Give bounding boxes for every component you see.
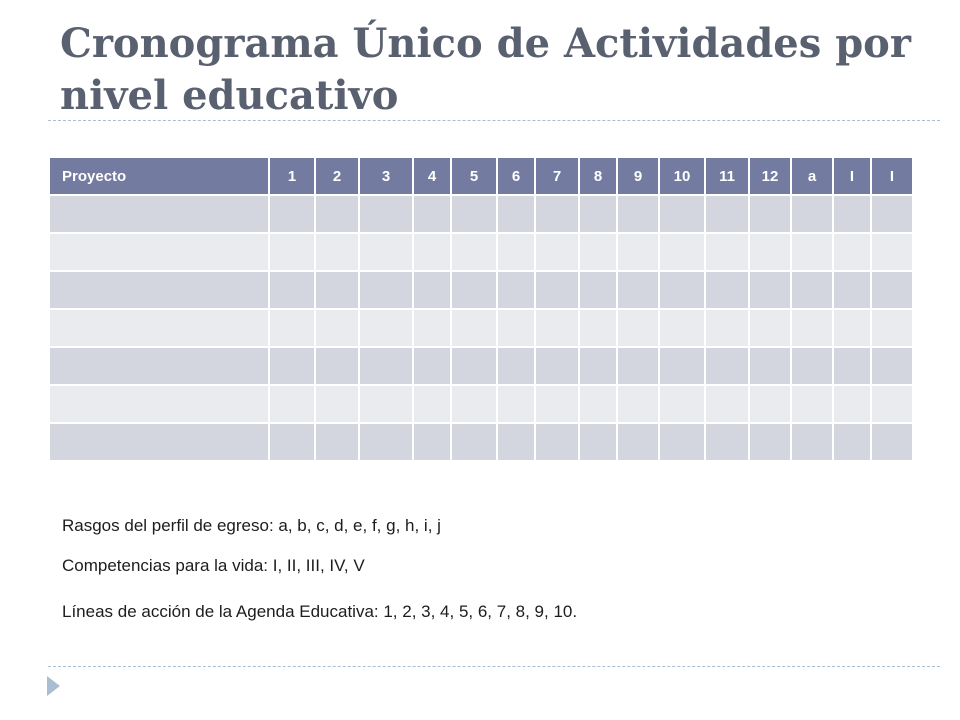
schedule-cell[interactable] [659,195,705,233]
column-header: 8 [579,157,617,195]
schedule-cell[interactable] [269,347,315,385]
column-header: Proyecto [49,157,269,195]
schedule-table [48,156,914,462]
table-row [49,271,913,309]
schedule-cell[interactable] [359,271,413,309]
schedule-cell[interactable] [315,423,359,461]
schedule-cell[interactable] [871,385,913,423]
schedule-cell[interactable] [269,271,315,309]
schedule-cell[interactable] [659,271,705,309]
schedule-cell[interactable] [791,423,833,461]
project-cell[interactable] [49,233,269,271]
schedule-cell[interactable] [579,233,617,271]
schedule-cell[interactable] [871,309,913,347]
schedule-cell[interactable] [413,195,451,233]
schedule-cell[interactable] [617,233,659,271]
schedule-cell[interactable] [535,233,579,271]
triangle-right-icon [47,676,60,696]
project-cell[interactable] [49,271,269,309]
schedule-cell[interactable] [535,309,579,347]
schedule-cell[interactable] [269,233,315,271]
schedule-cell[interactable] [705,347,749,385]
schedule-cell[interactable] [451,385,497,423]
schedule-cell[interactable] [833,233,871,271]
schedule-cell[interactable] [413,347,451,385]
schedule-cell[interactable] [315,271,359,309]
schedule-cell[interactable] [833,347,871,385]
schedule-cell[interactable] [871,271,913,309]
table-header-row [49,157,913,195]
page-title: Cronograma Único de Actividades por nivel educativo [60,20,911,119]
schedule-cell[interactable] [749,195,791,233]
schedule-cell[interactable] [705,385,749,423]
schedule-cell[interactable] [413,271,451,309]
schedule-cell[interactable] [579,423,617,461]
schedule-cell[interactable] [617,385,659,423]
table-row [49,347,913,385]
schedule-cell[interactable] [535,347,579,385]
schedule-cell[interactable] [871,423,913,461]
footer-divider [48,666,940,667]
schedule-cell[interactable] [497,233,535,271]
schedule-cell[interactable] [871,347,913,385]
schedule-cell[interactable] [579,385,617,423]
table-body [49,195,913,461]
schedule-cell[interactable] [833,385,871,423]
schedule-cell[interactable] [359,423,413,461]
schedule-cell[interactable] [413,385,451,423]
schedule-cell[interactable] [535,423,579,461]
schedule-cell[interactable] [497,423,535,461]
project-cell[interactable] [49,385,269,423]
title-divider [48,120,940,121]
schedule-cell[interactable] [617,195,659,233]
schedule-cell[interactable] [749,233,791,271]
column-header: a [791,157,833,195]
column-header: 2 [315,157,359,195]
column-header: I [833,157,871,195]
project-cell[interactable] [49,195,269,233]
column-header: 6 [497,157,535,195]
schedule-cell[interactable] [579,271,617,309]
schedule-cell[interactable] [833,271,871,309]
schedule-cell[interactable] [359,309,413,347]
schedule-cell[interactable] [413,423,451,461]
schedule-cell[interactable] [659,309,705,347]
schedule-cell[interactable] [659,385,705,423]
schedule-cell[interactable] [315,385,359,423]
schedule-cell[interactable] [705,233,749,271]
schedule-cell[interactable] [791,309,833,347]
schedule-cell[interactable] [705,195,749,233]
rasgos-note: Rasgos del perfil de egreso: a, b, c, d, e, f, g, h, i, j [62,516,441,535]
schedule-cell[interactable] [497,195,535,233]
schedule-cell[interactable] [791,271,833,309]
schedule-cell[interactable] [359,385,413,423]
column-header: 5 [451,157,497,195]
schedule-cell[interactable] [705,309,749,347]
column-header: 11 [705,157,749,195]
schedule-cell[interactable] [705,423,749,461]
table-row [49,423,913,461]
schedule-cell[interactable] [749,309,791,347]
schedule-cell[interactable] [359,347,413,385]
schedule-cell[interactable] [269,423,315,461]
table-row [49,309,913,347]
schedule-cell[interactable] [579,309,617,347]
schedule-cell[interactable] [791,385,833,423]
schedule-cell[interactable] [617,423,659,461]
project-cell[interactable] [49,309,269,347]
table-row [49,195,913,233]
schedule-cell[interactable] [749,423,791,461]
column-header: I [871,157,913,195]
schedule-cell[interactable] [833,195,871,233]
table-row [49,385,913,423]
column-header: 4 [413,157,451,195]
schedule-cell[interactable] [833,423,871,461]
schedule-cell[interactable] [497,385,535,423]
schedule-cell[interactable] [791,233,833,271]
schedule-cell[interactable] [617,347,659,385]
schedule-cell[interactable] [791,195,833,233]
schedule-cell[interactable] [497,309,535,347]
schedule-cell[interactable] [315,309,359,347]
schedule-cell[interactable] [315,347,359,385]
schedule-cell[interactable] [451,309,497,347]
schedule-cell[interactable] [451,423,497,461]
schedule-cell[interactable] [749,385,791,423]
column-header: 9 [617,157,659,195]
project-cell[interactable] [49,423,269,461]
schedule-cell[interactable] [497,347,535,385]
schedule-cell[interactable] [359,233,413,271]
column-header: 10 [659,157,705,195]
schedule-cell[interactable] [579,195,617,233]
schedule-cell[interactable] [269,309,315,347]
schedule-cell[interactable] [749,347,791,385]
schedule-cell[interactable] [659,233,705,271]
schedule-cell[interactable] [451,347,497,385]
schedule-cell[interactable] [659,423,705,461]
schedule-cell[interactable] [579,347,617,385]
schedule-cell[interactable] [413,233,451,271]
schedule-cell[interactable] [315,233,359,271]
schedule-cell[interactable] [791,347,833,385]
column-header: 3 [359,157,413,195]
schedule-cell[interactable] [413,309,451,347]
schedule-cell[interactable] [451,233,497,271]
schedule-cell[interactable] [871,195,913,233]
schedule-cell[interactable] [535,385,579,423]
schedule-cell[interactable] [535,195,579,233]
schedule-cell[interactable] [871,233,913,271]
schedule-cell[interactable] [617,309,659,347]
column-header: 1 [269,157,315,195]
schedule-cell[interactable] [315,195,359,233]
competencias-note: Competencias para la vida: I, II, III, IV, V [62,556,365,575]
schedule-cell[interactable] [535,271,579,309]
lineas-note: Líneas de acción de la Agenda Educativa: 1, 2, 3, 4, 5, 6, 7, 8, 9, 10. [62,602,578,621]
schedule-cell[interactable] [617,271,659,309]
schedule-cell[interactable] [269,385,315,423]
schedule-cell[interactable] [705,271,749,309]
schedule-cell[interactable] [497,271,535,309]
schedule-cell[interactable] [659,347,705,385]
schedule-cell[interactable] [359,195,413,233]
schedule-cell[interactable] [749,271,791,309]
schedule-cell[interactable] [451,195,497,233]
project-cell[interactable] [49,347,269,385]
schedule-cell[interactable] [269,195,315,233]
column-header: 12 [749,157,791,195]
column-header: 7 [535,157,579,195]
table-row [49,233,913,271]
schedule-cell[interactable] [833,309,871,347]
schedule-cell[interactable] [451,271,497,309]
